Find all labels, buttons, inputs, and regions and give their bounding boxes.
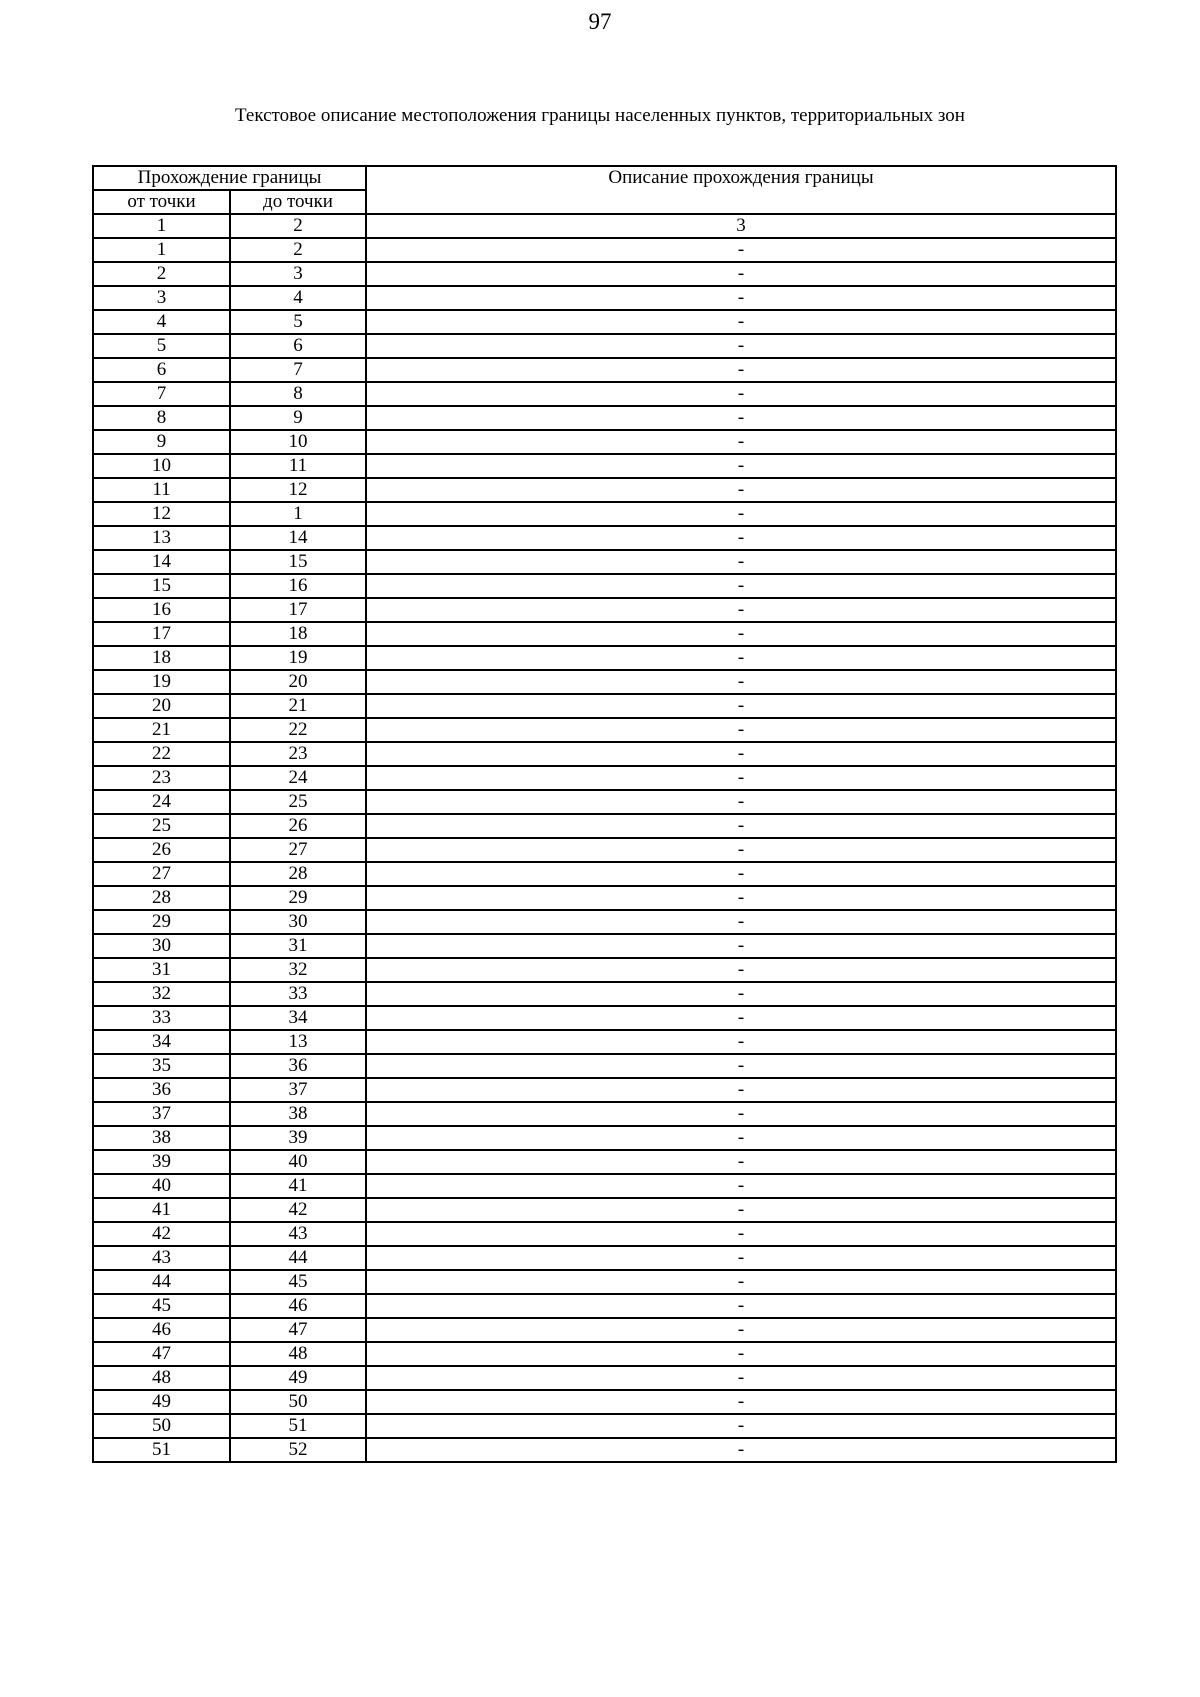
- table-row: [93, 1222, 1116, 1246]
- description-cell: -: [366, 1294, 1116, 1318]
- table-row: [93, 1390, 1116, 1414]
- description-cell: -: [366, 1414, 1116, 1438]
- to-point-cell: 21: [230, 694, 366, 718]
- description-cell: -: [366, 1054, 1116, 1078]
- table-row: [93, 910, 1116, 934]
- description-cell: -: [366, 358, 1116, 382]
- table-row: [93, 1294, 1116, 1318]
- description-cell: -: [366, 1030, 1116, 1054]
- from-point-cell: 31: [93, 958, 230, 982]
- description-cell: -: [366, 1222, 1116, 1246]
- table-row: [93, 622, 1116, 646]
- description-cell: -: [366, 1246, 1116, 1270]
- description-cell: -: [366, 1102, 1116, 1126]
- to-point-cell: 14: [230, 526, 366, 550]
- table-row: [93, 1198, 1116, 1222]
- from-point-cell: 49: [93, 1390, 230, 1414]
- from-point-cell: 48: [93, 1366, 230, 1390]
- to-point-cell: 6: [230, 334, 366, 358]
- table-row: [93, 790, 1116, 814]
- description-cell: -: [366, 502, 1116, 526]
- table-row: [93, 502, 1116, 526]
- table-row: [93, 1150, 1116, 1174]
- to-point-cell: 52: [230, 1438, 366, 1462]
- column-number: 3: [366, 214, 1116, 238]
- to-point-cell: 51: [230, 1414, 366, 1438]
- header-to-point: до точки: [230, 190, 366, 214]
- from-point-cell: 47: [93, 1342, 230, 1366]
- table-row: [93, 862, 1116, 886]
- from-point-cell: 17: [93, 622, 230, 646]
- to-point-cell: 40: [230, 1150, 366, 1174]
- description-cell: -: [366, 934, 1116, 958]
- description-cell: -: [366, 790, 1116, 814]
- from-point-cell: 46: [93, 1318, 230, 1342]
- description-cell: -: [366, 526, 1116, 550]
- to-point-cell: 19: [230, 646, 366, 670]
- to-point-cell: 4: [230, 286, 366, 310]
- to-point-cell: 10: [230, 430, 366, 454]
- description-cell: -: [366, 1078, 1116, 1102]
- header-numbering-row: [93, 214, 1116, 238]
- to-point-cell: 1: [230, 502, 366, 526]
- description-cell: -: [366, 1270, 1116, 1294]
- description-cell: -: [366, 478, 1116, 502]
- from-point-cell: 45: [93, 1294, 230, 1318]
- from-point-cell: 5: [93, 334, 230, 358]
- table-row: [93, 1342, 1116, 1366]
- from-point-cell: 3: [93, 286, 230, 310]
- table-body: [93, 238, 1116, 1462]
- from-point-cell: 21: [93, 718, 230, 742]
- table-row: [93, 238, 1116, 262]
- description-cell: -: [366, 334, 1116, 358]
- to-point-cell: 3: [230, 262, 366, 286]
- description-cell: -: [366, 766, 1116, 790]
- description-cell: -: [366, 382, 1116, 406]
- from-point-cell: 20: [93, 694, 230, 718]
- from-point-cell: 35: [93, 1054, 230, 1078]
- table-row: [93, 262, 1116, 286]
- table-row: [93, 766, 1116, 790]
- description-cell: -: [366, 1366, 1116, 1390]
- description-cell: -: [366, 430, 1116, 454]
- to-point-cell: 18: [230, 622, 366, 646]
- from-point-cell: 19: [93, 670, 230, 694]
- from-point-cell: 39: [93, 1150, 230, 1174]
- description-cell: -: [366, 1006, 1116, 1030]
- description-cell: -: [366, 454, 1116, 478]
- description-cell: -: [366, 982, 1116, 1006]
- from-point-cell: 26: [93, 838, 230, 862]
- table-row: [93, 1078, 1116, 1102]
- from-point-cell: 41: [93, 1198, 230, 1222]
- to-point-cell: 36: [230, 1054, 366, 1078]
- from-point-cell: 30: [93, 934, 230, 958]
- table-row: [93, 838, 1116, 862]
- table-row: [93, 886, 1116, 910]
- from-point-cell: 18: [93, 646, 230, 670]
- table-row: [93, 1102, 1116, 1126]
- table-row: [93, 526, 1116, 550]
- from-point-cell: 36: [93, 1078, 230, 1102]
- to-point-cell: 32: [230, 958, 366, 982]
- table-row: [93, 958, 1116, 982]
- to-point-cell: 20: [230, 670, 366, 694]
- to-point-cell: 29: [230, 886, 366, 910]
- boundary-table: [92, 165, 1117, 1463]
- from-point-cell: 8: [93, 406, 230, 430]
- from-point-cell: 29: [93, 910, 230, 934]
- table-row: [93, 1174, 1116, 1198]
- from-point-cell: 37: [93, 1102, 230, 1126]
- to-point-cell: 12: [230, 478, 366, 502]
- from-point-cell: 13: [93, 526, 230, 550]
- table-row: [93, 1318, 1116, 1342]
- description-cell: -: [366, 838, 1116, 862]
- from-point-cell: 24: [93, 790, 230, 814]
- to-point-cell: 43: [230, 1222, 366, 1246]
- to-point-cell: 47: [230, 1318, 366, 1342]
- description-cell: -: [366, 814, 1116, 838]
- table-row: [93, 694, 1116, 718]
- from-point-cell: 42: [93, 1222, 230, 1246]
- table-row: [93, 1246, 1116, 1270]
- from-point-cell: 50: [93, 1414, 230, 1438]
- document-title: Текстовое описание местоположения границы населенных пунктов, территориальных зон: [235, 105, 965, 126]
- to-point-cell: 39: [230, 1126, 366, 1150]
- to-point-cell: 24: [230, 766, 366, 790]
- table-row: [93, 670, 1116, 694]
- table-row: [93, 406, 1116, 430]
- to-point-cell: 38: [230, 1102, 366, 1126]
- to-point-cell: 7: [230, 358, 366, 382]
- to-point-cell: 26: [230, 814, 366, 838]
- header-from-point: от точки: [93, 190, 230, 214]
- table-row: [93, 286, 1116, 310]
- from-point-cell: 11: [93, 478, 230, 502]
- header-description: Описание прохождения границы: [366, 166, 1116, 214]
- table-row: [93, 358, 1116, 382]
- table-row: [93, 1414, 1116, 1438]
- table-row: [93, 1270, 1116, 1294]
- to-point-cell: 5: [230, 310, 366, 334]
- description-cell: -: [366, 886, 1116, 910]
- column-number: 2: [230, 214, 366, 238]
- description-cell: -: [366, 1318, 1116, 1342]
- table-row: [93, 934, 1116, 958]
- to-point-cell: 50: [230, 1390, 366, 1414]
- to-point-cell: 27: [230, 838, 366, 862]
- description-cell: -: [366, 286, 1116, 310]
- description-cell: -: [366, 646, 1116, 670]
- from-point-cell: 15: [93, 574, 230, 598]
- from-point-cell: 2: [93, 262, 230, 286]
- table-row: [93, 550, 1116, 574]
- table-row: [93, 718, 1116, 742]
- from-point-cell: 25: [93, 814, 230, 838]
- to-point-cell: 42: [230, 1198, 366, 1222]
- table-row: [93, 310, 1116, 334]
- table-row: [93, 742, 1116, 766]
- table-row: [93, 454, 1116, 478]
- to-point-cell: 45: [230, 1270, 366, 1294]
- description-cell: -: [366, 310, 1116, 334]
- description-cell: -: [366, 958, 1116, 982]
- description-cell: -: [366, 574, 1116, 598]
- from-point-cell: 12: [93, 502, 230, 526]
- from-point-cell: 1: [93, 238, 230, 262]
- header-row-group: [93, 166, 1116, 190]
- from-point-cell: 38: [93, 1126, 230, 1150]
- description-cell: -: [366, 694, 1116, 718]
- table-row: [93, 1030, 1116, 1054]
- table-row: [93, 1126, 1116, 1150]
- to-point-cell: 15: [230, 550, 366, 574]
- description-cell: -: [366, 1126, 1116, 1150]
- table-header: [93, 166, 1116, 238]
- to-point-cell: 17: [230, 598, 366, 622]
- from-point-cell: 44: [93, 1270, 230, 1294]
- table-row: [93, 1006, 1116, 1030]
- to-point-cell: 13: [230, 1030, 366, 1054]
- to-point-cell: 25: [230, 790, 366, 814]
- table-row: [93, 574, 1116, 598]
- from-point-cell: 23: [93, 766, 230, 790]
- from-point-cell: 27: [93, 862, 230, 886]
- table-row: [93, 982, 1116, 1006]
- description-cell: -: [366, 670, 1116, 694]
- table-row: [93, 598, 1116, 622]
- from-point-cell: 32: [93, 982, 230, 1006]
- description-cell: -: [366, 598, 1116, 622]
- to-point-cell: 16: [230, 574, 366, 598]
- from-point-cell: 43: [93, 1246, 230, 1270]
- table-row: [93, 646, 1116, 670]
- from-point-cell: 40: [93, 1174, 230, 1198]
- from-point-cell: 4: [93, 310, 230, 334]
- from-point-cell: 34: [93, 1030, 230, 1054]
- description-cell: -: [366, 1342, 1116, 1366]
- to-point-cell: 49: [230, 1366, 366, 1390]
- to-point-cell: 37: [230, 1078, 366, 1102]
- description-cell: -: [366, 862, 1116, 886]
- column-number: 1: [93, 214, 230, 238]
- from-point-cell: 33: [93, 1006, 230, 1030]
- description-cell: -: [366, 718, 1116, 742]
- description-cell: -: [366, 550, 1116, 574]
- from-point-cell: 9: [93, 430, 230, 454]
- description-cell: -: [366, 1438, 1116, 1462]
- to-point-cell: 28: [230, 862, 366, 886]
- to-point-cell: 46: [230, 1294, 366, 1318]
- from-point-cell: 6: [93, 358, 230, 382]
- to-point-cell: 8: [230, 382, 366, 406]
- description-cell: -: [366, 622, 1116, 646]
- table-row: [93, 1054, 1116, 1078]
- table-row: [93, 430, 1116, 454]
- description-cell: -: [366, 238, 1116, 262]
- description-cell: -: [366, 1150, 1116, 1174]
- table-row: [93, 478, 1116, 502]
- to-point-cell: 23: [230, 742, 366, 766]
- to-point-cell: 31: [230, 934, 366, 958]
- to-point-cell: 34: [230, 1006, 366, 1030]
- to-point-cell: 44: [230, 1246, 366, 1270]
- from-point-cell: 28: [93, 886, 230, 910]
- to-point-cell: 48: [230, 1342, 366, 1366]
- to-point-cell: 41: [230, 1174, 366, 1198]
- from-point-cell: 16: [93, 598, 230, 622]
- description-cell: -: [366, 406, 1116, 430]
- table-row: [93, 1438, 1116, 1462]
- to-point-cell: 22: [230, 718, 366, 742]
- to-point-cell: 9: [230, 406, 366, 430]
- from-point-cell: 7: [93, 382, 230, 406]
- description-cell: -: [366, 262, 1116, 286]
- description-cell: -: [366, 1390, 1116, 1414]
- from-point-cell: 14: [93, 550, 230, 574]
- table-row: [93, 334, 1116, 358]
- to-point-cell: 11: [230, 454, 366, 478]
- table-row: [93, 1366, 1116, 1390]
- page-number: 97: [588, 9, 612, 34]
- from-point-cell: 10: [93, 454, 230, 478]
- to-point-cell: 2: [230, 238, 366, 262]
- description-cell: -: [366, 1198, 1116, 1222]
- table-row: [93, 814, 1116, 838]
- to-point-cell: 30: [230, 910, 366, 934]
- description-cell: -: [366, 1174, 1116, 1198]
- description-cell: -: [366, 742, 1116, 766]
- from-point-cell: 51: [93, 1438, 230, 1462]
- from-point-cell: 22: [93, 742, 230, 766]
- to-point-cell: 33: [230, 982, 366, 1006]
- table-row: [93, 382, 1116, 406]
- header-boundary-passage: Прохождение границы: [93, 166, 366, 190]
- description-cell: -: [366, 910, 1116, 934]
